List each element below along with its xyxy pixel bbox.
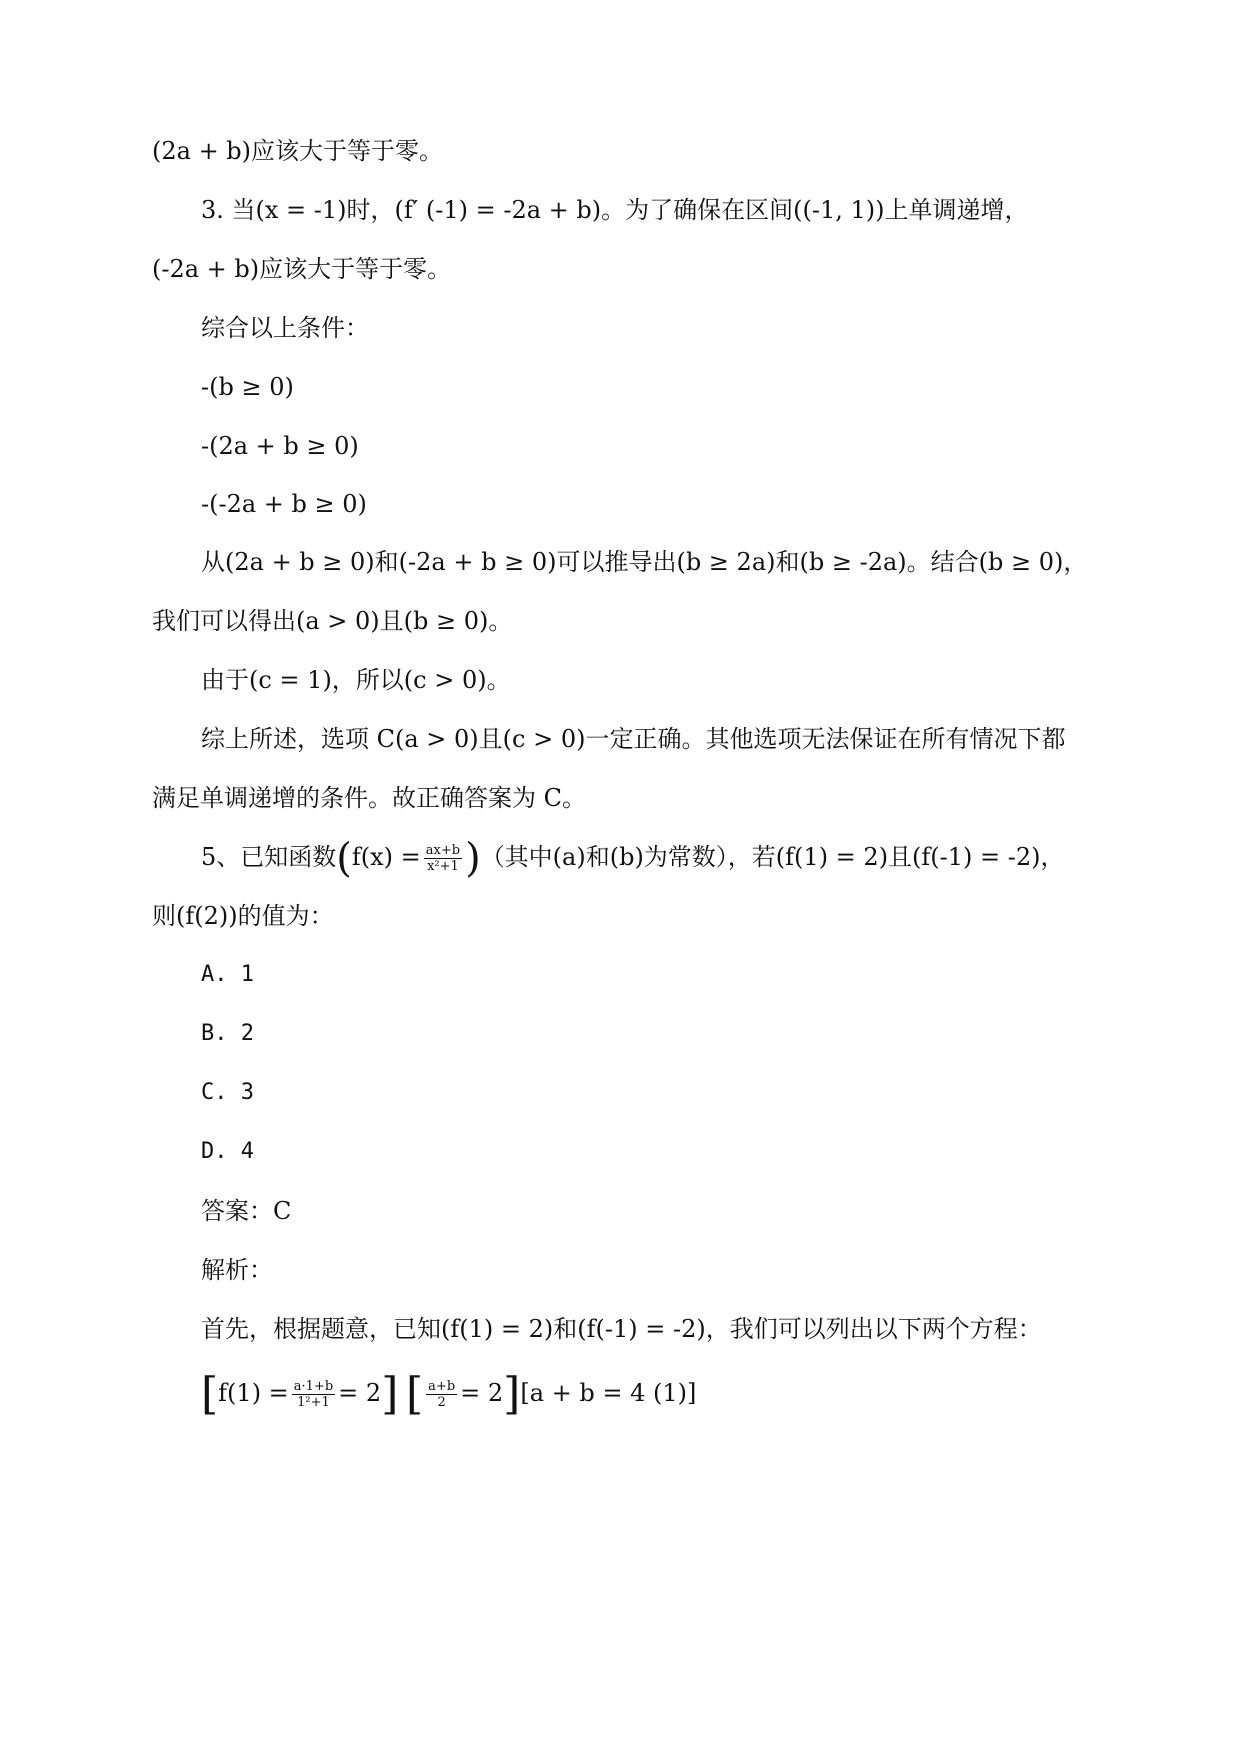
option-a: A. 1 (201, 962, 254, 987)
question-5 (201, 835, 1065, 882)
text-line: 由于(c = 1)，所以(c > 0)。 (201, 666, 511, 694)
text-line: (2a + b)应该大于等于零。 (152, 137, 444, 165)
eq-fraction-1 (292, 1379, 335, 1410)
text-line: 从(2a + b ≥ 0)和(-2a + b ≥ 0)可以推导出(b ≥ 2a)和(b ≥ -2a)。结合(b ≥ 0)， (201, 548, 1088, 576)
text-line: 3. 当(x = -1)时，(f′ (-1) = -2a + b)。为了确保在区间((-1, 1))上单调递增， (201, 196, 1029, 224)
answer-line: 答案：C (201, 1197, 292, 1225)
eq-part3: a + b = 4 (1) (529, 1379, 688, 1407)
text-line: 综上所述，选项 C(a > 0)且(c > 0)一定正确。其他选项无法保证在所有情况下都 (201, 725, 1066, 753)
fraction-numerator: ax+b (425, 843, 461, 858)
text-line: 综合以上条件： (201, 314, 369, 342)
option-c: C. 3 (201, 1080, 254, 1105)
eq-part1-end: = 2 (338, 1379, 382, 1407)
condition-item: -(-2a + b ≥ 0) (201, 490, 367, 518)
text-line: 我们可以得出(a > 0)且(b ≥ 0)。 (152, 607, 513, 635)
eq-part2-end: = 2 (460, 1379, 504, 1407)
paren-open: ( (336, 835, 352, 882)
eq-fraction-2 (426, 1379, 457, 1410)
text-line: (-2a + b)应该大于等于零。 (152, 255, 452, 283)
function-fraction (424, 843, 462, 874)
fraction-denominator: 2 (437, 1395, 446, 1410)
text-line: 首先，根据题意，已知(f(1) = 2)和(f(-1) = -2)，我们可以列出以下两个方程： (201, 1315, 1042, 1343)
option-b: B. 2 (201, 1021, 254, 1046)
fraction-denominator: 1²+1 (297, 1395, 330, 1410)
question-prefix: 5、已知函数 (201, 843, 337, 871)
bracket-close: ] (503, 1368, 521, 1420)
paren-close: ) (465, 835, 481, 882)
condition-item: -(2a + b ≥ 0) (201, 432, 359, 460)
text-line: 满足单调递增的条件。故正确答案为 C。 (152, 784, 586, 812)
fraction-denominator: x²+1 (427, 859, 459, 874)
equation-line: [f(1) = $\frac{a\cdot 1+b}{\text{1²+1}}$ = 2] [ $\frac{a+b}{2}$ = 2][a + b = 4 (1)] (201, 1368, 697, 1420)
option-d: D. 4 (201, 1139, 254, 1164)
bracket-open: [ (406, 1368, 424, 1420)
fraction-numerator: a·1+b (293, 1379, 334, 1394)
question-suffix: （其中(a)和(b)为常数），若(f(1) = 2)且(f(-1) = -2)， (480, 843, 1065, 871)
analysis-heading: 解析： (201, 1256, 273, 1284)
condition-item: -(b ≥ 0) (201, 373, 294, 401)
function-label: f(x) = (351, 843, 421, 871)
fraction-numerator: a+b (428, 1379, 456, 1394)
eq-part1: f(1) = (218, 1379, 289, 1407)
bracket-open: [ (201, 1368, 219, 1420)
bracket-close: ] (381, 1368, 399, 1420)
text-line: 则(f(2))的值为： (152, 902, 334, 930)
